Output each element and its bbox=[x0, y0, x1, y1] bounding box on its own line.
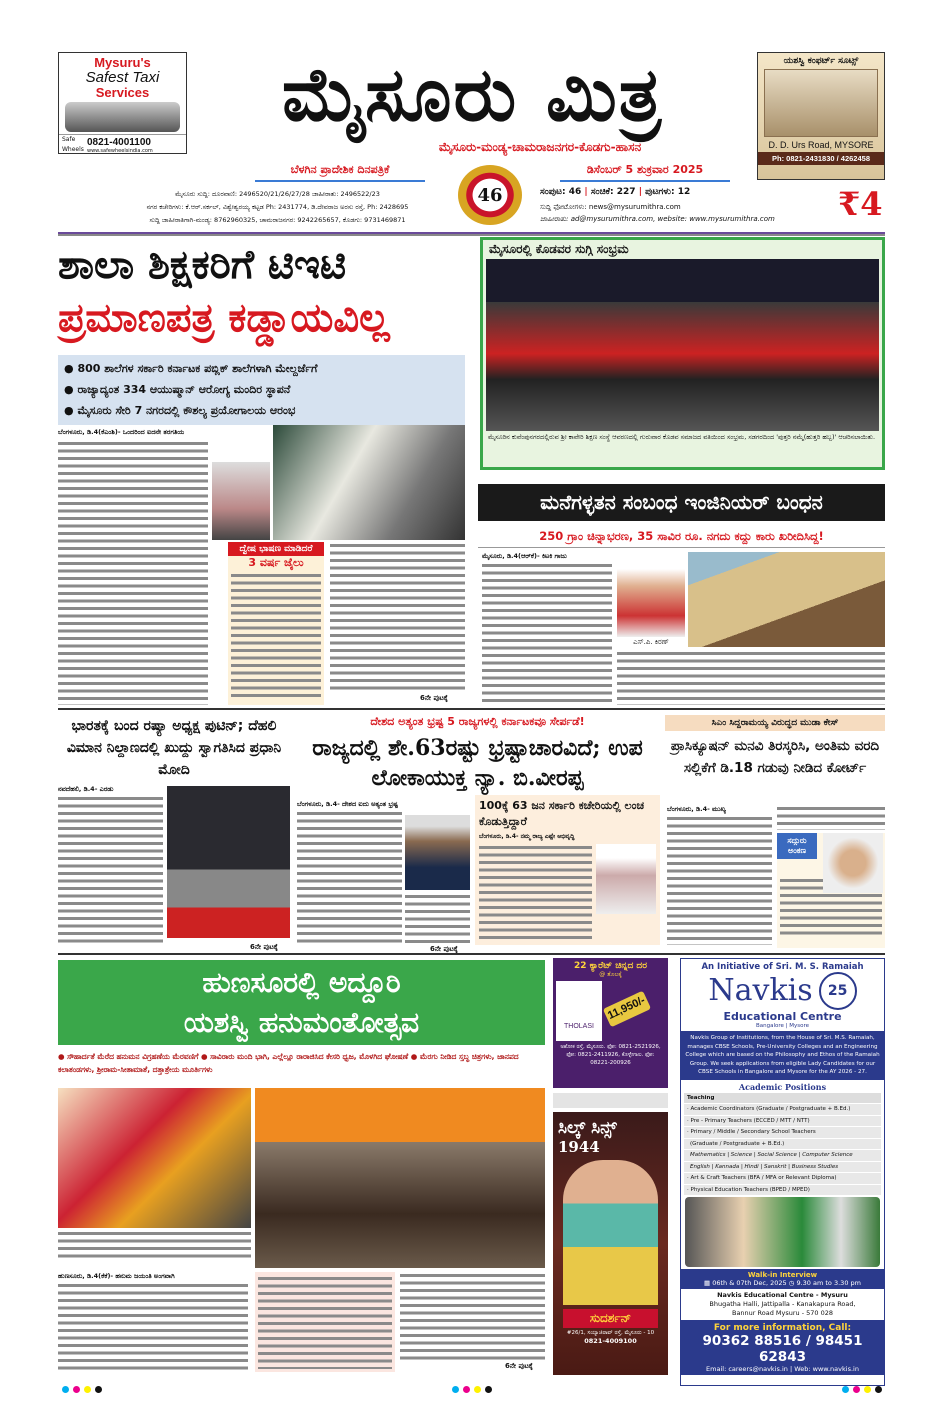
taxi-web: www.safewheelsindia.com bbox=[87, 147, 153, 154]
lead-dateline: ಬೆಂಗಳೂರು, ಡಿ.4(ಕೆಎಂಶಿ)- ಒಂದರಿಂದ ಐದನೇ ತರಗತಿಯ bbox=[58, 428, 185, 436]
venue-address: Bhugatha Halli, Jattipalla - Kanakapura Road, bbox=[709, 1300, 856, 1308]
putin-body bbox=[58, 795, 163, 945]
burglary-dateline: ಮೈಸೂರು, ಡಿ.4(ಆರ್‌ಕೆ)- ಕಿಟಕಿ ಗಾಜು bbox=[482, 552, 567, 560]
volume: ಸಂಪುಟ: 46 bbox=[540, 187, 582, 197]
page-count: ಪುಟಗಳು: 12 bbox=[645, 187, 691, 197]
corruption-body bbox=[297, 810, 402, 945]
bribe-box-title: 100ಕ್ಕೆ 63 ಜನ ಸರ್ಕಾರಿ ಕಚೇರಿಯಲ್ಲಿ ಲಂಚ ಕೊಡುತ್ತಿದ್ದಾರೆ bbox=[479, 799, 645, 828]
silk-year: 1944 bbox=[558, 1138, 600, 1156]
sadhguru-photo bbox=[823, 833, 883, 893]
info-label: For more information, Call: bbox=[713, 1323, 852, 1333]
registration-marks-right bbox=[842, 1378, 886, 1397]
hunsur-body-3 bbox=[400, 1272, 545, 1362]
muda-body-2 bbox=[777, 805, 885, 830]
hunsur-body-2 bbox=[255, 1272, 395, 1372]
navkis-ad[interactable] bbox=[680, 958, 885, 1386]
muda-headline: ಪ್ರಾಸಿಕ್ಯೂಷನ್ ಮನವಿ ತಿರಸ್ಕರಿಸಿ, ಅಂತಿಮ ವರದಿ ಸಲ್ಲಿಕೆಗೆ ಡಿ.18 ಗಡುವು ನೀಡಿದ ಕೋರ್ಟ್ bbox=[670, 738, 880, 776]
ad-email: ಜಾಹೀರಾತು: ad@mysurumithra.com, website: www.mysurumithra.com bbox=[540, 215, 775, 223]
hunsur-procession-photo bbox=[255, 1088, 545, 1268]
putin-dateline: ನವದೆಹಲಿ, ಡಿ.4- ಎರಡು bbox=[58, 785, 114, 793]
bribe-box-dateline: ಬೆಂಗಳೂರು, ಡಿ.4- ನಮ್ಮ ರಾಜ್ಯ ಎಷ್ಟೇ ಅಭಿವೃದ್ಧಿ bbox=[479, 833, 575, 840]
hunsur-photo-1 bbox=[58, 1088, 251, 1228]
contact-line: ಮೈಸೂರು ಸುದ್ದಿ: ದೂರವಾಣಿ: 2496520/21/26/27/28 ಜಾಹೀರಾತು: 2496522/23 bbox=[175, 190, 380, 198]
tholasi-logo: THOLASI bbox=[556, 981, 602, 1041]
burglary-body-2 bbox=[617, 650, 885, 705]
position-item: · Art & Craft Teachers (BFA / MFA or Relevant Diploma) bbox=[684, 1173, 881, 1184]
suspect-photo bbox=[617, 552, 685, 637]
official-photo bbox=[596, 844, 656, 914]
registration-marks-center bbox=[452, 1378, 496, 1397]
sidebox-subtitle: 3 ವರ್ಷ ಜೈಲು bbox=[248, 556, 304, 569]
yashasvi-title: ಯಶಸ್ವಿ ಕಂಫರ್ಟ್ ಸೂಟ್ಸ್ bbox=[783, 56, 859, 66]
position-item: · Physical Education Teachers (BPED / MPED) bbox=[684, 1185, 881, 1196]
sidebox-title: ದ್ವೇಷ ಭಾಷಣ ಮಾಡಿದರೆ bbox=[228, 542, 324, 556]
position-item: (Graduate / Postgraduate + B.Ed.) bbox=[684, 1139, 881, 1150]
putin-headline: ಭಾರತಕ್ಕೆ ಬಂದ ರಷ್ಯಾ ಅಧ್ಯಕ್ಷ ಪುಟಿನ್; ದೆಹಲಿ ವಿಮಾನ ನಿಲ್ದಾಣದಲ್ಲಿ ಖುದ್ದು ಸ್ವಾಗತಿಸಿದ ಪ್ರಧಾನಿ ಮೋದಿ bbox=[66, 718, 282, 778]
registration-marks-left bbox=[62, 1378, 106, 1397]
tholasi-title: 22 ಕ್ಯಾರೆಟ್ ಚಿನ್ನದ ದರ bbox=[574, 961, 647, 971]
hate-speech-box bbox=[228, 542, 324, 705]
position-item: · Pre - Primary Teachers (ECCED / MTT / NTT) bbox=[684, 1116, 881, 1127]
taxi-brand: Safe Wheels bbox=[62, 136, 84, 153]
lead-body bbox=[58, 440, 208, 705]
contact-line: ನಗರ ಕಚೇರಿಗಳು: ಕೆ.ಆರ್.ಸರ್ಕಲ್, ವಿಶ್ವೇಶ್ವರಯ್ಯ ಕಟ್ಟಡ Ph: 2431774, ಡಿ.ದೇವರಾಜ ಅರಸು ರಸ್ತೆ, Ph: 2428695 bbox=[146, 203, 409, 211]
position-item: English | Kannada | Hindi | Sanskrit | Business Studies bbox=[684, 1162, 881, 1173]
taxi-ad-line2: Safest Taxi bbox=[85, 69, 160, 86]
silk-title: ಸಿಲ್ಕ್ ಸಿನ್ಸ್ bbox=[558, 1118, 617, 1138]
anniversary-number: 46 bbox=[477, 184, 503, 206]
hotel-image bbox=[764, 69, 878, 137]
contact-line: ಸುದ್ದಿ ಜಾಹೀರಾತಿಗಾಗಿ-ಮಂಡ್ಯ: 8762960325, ಚಾಮರಾಜನಗರ: 9242265657, ಕೊಡಗು: 9731469871 bbox=[149, 216, 406, 224]
kodava-title: ಮೈಸೂರಲ್ಲಿ ಕೊಡವರ ಸುಗ್ಗಿ ಸಂಭ್ರಮ bbox=[489, 242, 629, 256]
sadhguru-column-title: ಸದ್ಗುರು ಅಂಕಣ bbox=[777, 833, 817, 859]
corruption-continued: 6ನೇ ಪುಟಕ್ಕೆ bbox=[430, 945, 458, 953]
walkin-date: 06th & 07th Dec, 2025 bbox=[712, 1279, 787, 1287]
kodava-box bbox=[480, 237, 885, 470]
muda-kicker: ಸಿಎಂ ಸಿದ್ದರಾಮಯ್ಯ ವಿರುದ್ಧದ ಮುಡಾ ಕೇಸ್ bbox=[665, 715, 885, 731]
burglary-headline: ಮನೆಗಳ್ಳತನ ಸಂಬಂಧ ಇಂಜಿನಿಯರ್ ಬಂಧನ bbox=[478, 484, 885, 521]
issue-info: ಸಂಪುಟ: 46 | ಸಂಚಿಕೆ: 227 | ಪುಟಗಳು: 12 bbox=[540, 187, 691, 197]
ad-spacer bbox=[553, 1093, 668, 1108]
lead-body-col2 bbox=[330, 542, 465, 694]
position-item: · Academic Coordinators (Graduate / Postgraduate + B.Ed.) bbox=[684, 1104, 881, 1115]
yashasvi-phone: Ph: 0821-2431830 / 4262458 bbox=[758, 152, 884, 165]
venue-address: Bannur Road Mysuru - 570 028 bbox=[731, 1309, 834, 1317]
anniversary-badge bbox=[458, 165, 522, 225]
classroom-photo bbox=[273, 425, 465, 540]
bribe-box bbox=[475, 795, 660, 945]
date: ಡಿಸೆಂಬರ್ 5 ಶುಕ್ರವಾರ 2025 bbox=[560, 163, 730, 182]
navkis-initiative: An Initiative of Sri. M. S. Ramaiah bbox=[701, 962, 864, 972]
lokayukta-photo bbox=[405, 815, 470, 890]
kodava-photo bbox=[486, 259, 879, 431]
lead-bullets bbox=[58, 355, 465, 425]
navkis-25-emblem: 25 bbox=[819, 972, 857, 1010]
burglary-subhead: 250 ಗ್ರಾಂ ಚಿನ್ನಾಭರಣ, 35 ಸಾವಿರ ರೂ. ನಗದು ಕದ್ದು ಕಾರು ಖರೀದಿಸಿದ್ದ! bbox=[478, 525, 885, 548]
position-item: · Primary / Middle / Secondary School Teachers bbox=[684, 1127, 881, 1138]
navkis-teaching: Teaching bbox=[684, 1093, 881, 1104]
hunsur-headline bbox=[58, 960, 545, 1045]
muda-body bbox=[667, 815, 772, 945]
sadhguru-box bbox=[777, 833, 885, 948]
walkin-title: Walk-in Interview bbox=[747, 1271, 818, 1279]
putin-modi-photo bbox=[167, 786, 290, 938]
hunsur-body bbox=[58, 1282, 248, 1372]
house-photo bbox=[688, 552, 885, 647]
position-item: Mathematics | Science | Social Science | Computer Science bbox=[684, 1150, 881, 1161]
tholasi-unit: @ ತೊಲಕ್ಕೆ bbox=[599, 971, 622, 978]
navkis-contact: Email: careers@navkis.in | Web: www.navkis.in bbox=[706, 1365, 859, 1373]
venue-name: Navkis Educational Centre - Mysuru bbox=[717, 1291, 848, 1299]
gold-price-tag: 11,950/- bbox=[603, 991, 651, 1028]
corruption-dateline: ಬೆಂಗಳೂರು, ಡಿ.4- ದೇಶದ ಐದು ಅತ್ಯಂತ ಭ್ರಷ್ಟ bbox=[297, 800, 398, 808]
silk-phone: 0821-4009100 bbox=[584, 1337, 637, 1345]
hunsur-bullets: ● ಸೌಹಾರ್ದತೆ ಮೆರೆದ ಹನುಮನ ವಿಗ್ರಹಣೆಯ ಮೆರವಣಿಗೆ ● ಸಾವಿರಾರು ಮಂದಿ ಭಾಗಿ, ಎಲ್ಲೆಲ್ಲೂ ರಾರಾಜಿಸಿದ ಕೇಸರಿ ಧ್ವಜ, ಮೊಳಗಿದ ಘೋಷಣೆ ● ಮೆರಗು ನೀಡಿದ ಸ್ತಬ್ಧ ಚಿತ್ರಗಳು, ಜಾನಪದ ಕಲಾತಂಡಗಳು, ಶ್ರೀರಾಮ-ಸೀತಾಮಾತೆ, ದತ್ತಾತ್ರೇಯ ಮೂರ್ತಿಗಳು bbox=[58, 1052, 519, 1074]
students-photo bbox=[685, 1197, 880, 1267]
bullet: ● ರಾಜ್ಯಾದ್ಯಂತ 334 ಆಯುಷ್ಮಾನ್ ಆರೋಗ್ಯ ಮಂದಿರ ಸ್ಥಾಪನೆ bbox=[64, 383, 291, 396]
silk-sins-ad[interactable] bbox=[553, 1112, 668, 1375]
section-rule bbox=[58, 708, 885, 710]
suspect-caption: ಎಸ್.ಪಿ. ಕಿರಣ್ bbox=[633, 638, 669, 646]
news-email: ಸುದ್ದಿ ಫೋಟೋಗಳು: news@mysurumithra.com bbox=[540, 203, 681, 211]
calendar-icon: ▦ bbox=[704, 1279, 711, 1287]
regions: ಮೈಸೂರು-ಮಂಡ್ಯ-ಚಾಮರಾಜನಗರ-ಕೊಡಗು-ಹಾಸನ bbox=[438, 140, 642, 154]
yashasvi-address: D. D. Urs Road, MYSORE bbox=[768, 140, 874, 150]
tholasi-address: ಅಶೋಕ ರಸ್ತೆ, ಮೈಸೂರು. ಫೋ: 0821-2521926, ಫೋ: 0821-2411926, ಕೊಳ್ಳೇಗಾಲ. ಫೋ: 08221-200926 bbox=[560, 1044, 661, 1066]
kodava-caption: ಮೈಸೂರಿನ ಕುವೆಂಪುನಗರದಲ್ಲಿರುವ ಶ್ರೀ ಕಾವೇರಿ ಶಿಕ್ಷಣ ಸಂಸ್ಥೆ ಆವರಣದಲ್ಲಿ ಗುರುವಾರ ಕೊಡವ ಸಮಾಜದ ವತಿಯಿಂದ ಸಂಭ್ರಮ, ಸಡಗರದಿಂದ 'ಪುತ್ತರಿ ನಮ್ಮೆ(ಹುತ್ತರಿ ಹಬ್ಬ)' ಆಚರಿಸಲಾಯಿತು. bbox=[488, 433, 876, 441]
lead-continued: 6ನೇ ಪುಟಕ್ಕೆ bbox=[420, 694, 448, 702]
corruption-kicker: ದೇಶದ ಅತ್ಯಂತ ಭ್ರಷ್ಟ 5 ರಾಜ್ಯಗಳಲ್ಲಿ ಕರ್ನಾಟಕವೂ ಸೇರ್ಪಡೆ! bbox=[370, 715, 585, 728]
yashasvi-ad[interactable] bbox=[757, 52, 885, 180]
masthead: ಮೈಸೂರು ಮಿತ್ರ bbox=[281, 52, 664, 138]
navkis-subtitle: Educational Centre bbox=[723, 1010, 842, 1023]
navkis-phones: 90362 88516 / 98451 62843 bbox=[702, 1333, 863, 1365]
silk-address: #26/1, ಸಯ್ಯಾಜಿರಾವ್ ರಸ್ತೆ, ಮೈಸೂರು - 10 bbox=[566, 1330, 655, 1336]
tagline: ಬೆಳಗಿನ ಪ್ರಾದೇಶಿಕ ದಿನಪತ್ರಿಕೆ bbox=[255, 163, 425, 182]
section-rule bbox=[58, 953, 885, 955]
navkis-positions-title: Academic Positions bbox=[738, 1081, 827, 1092]
navkis-intro: Navkis Group of Institutions, from the House of Sri. M.S. Ramaiah, manages CBSE Schools, Pre-University Colleges and an Engineering College which are based on the Philosophy and Ethos of the Ramaiah Group. We seek applications from eligible Lady Candidates for our CBSE Schools in Bangalore and Mysore for the AY 2026 - 27. bbox=[681, 1031, 884, 1080]
navkis-cities: Bangalore | Mysore bbox=[755, 1023, 809, 1029]
hunsur-dateline: ಹುಣಸೂರು, ಡಿ.4(ಕೆಕೆ)- ಹನುಮ ಜಯಂತಿ ಅಂಗವಾಗಿ bbox=[58, 1272, 175, 1280]
hunsur-continued: 6ನೇ ಪುಟಕ್ಕೆ bbox=[505, 1362, 533, 1370]
navkis-brand: Navkis bbox=[708, 973, 813, 1008]
burglary-body bbox=[482, 562, 612, 704]
tholasi-ad[interactable] bbox=[553, 958, 668, 1088]
walkin-time: 9.30 am to 3.30 pm bbox=[796, 1279, 861, 1287]
bullet: ● 800 ಶಾಲೆಗಳ ಸರ್ಕಾರಿ ಕರ್ನಾಟಕ ಪಬ್ಲಿಕ್ ಶಾಲೆಗಳಾಗಿ ಮೇಲ್ದರ್ಜೆಗೆ bbox=[64, 362, 318, 375]
corruption-body-2 bbox=[405, 893, 470, 943]
taxi-ad-line1: Mysuru's bbox=[94, 55, 151, 70]
lead-headline-2: ಪ್ರಮಾಣಪತ್ರ ಕಡ್ಡಾಯವಿಲ್ಲ bbox=[58, 294, 390, 341]
cm-photo bbox=[212, 462, 270, 540]
hunsur-headline-2: ಯಶಸ್ವಿ ಹನುಮಂತೋತ್ಸವ bbox=[183, 1006, 420, 1039]
taxi-phone: 0821-4001100 bbox=[87, 136, 151, 148]
model-image bbox=[563, 1160, 658, 1305]
taxi-ad-line3: Services bbox=[95, 85, 150, 100]
header-rule bbox=[58, 232, 885, 236]
lead-headline-1: ಶಾಲಾ ಶಿಕ್ಷಕರಿಗೆ ಟಿಇಟಿ bbox=[58, 241, 347, 288]
clock-icon: ◷ bbox=[788, 1279, 795, 1287]
price: ₹4 bbox=[838, 185, 883, 223]
bullet: ● ಮೈಸೂರು ಸೇರಿ 7 ನಗರದಲ್ಲಿ ಕೌಶಲ್ಯ ಪ್ರಯೋಗಾಲಯ ಆರಂಭ bbox=[64, 404, 296, 417]
silk-brand: ಸುದರ್ಶನ್ bbox=[563, 1309, 658, 1328]
contact-info bbox=[110, 188, 445, 227]
hunsur-headline-1: ಹುಣಸೂರಲ್ಲಿ ಅದ್ದೂರಿ bbox=[202, 966, 401, 999]
corruption-headline: ರಾಜ್ಯದಲ್ಲಿ ಶೇ.63ರಷ್ಟು ಭ್ರಷ್ಟಾಚಾರವಿದೆ; ಉಪ ಲೋಕಾಯುಕ್ತ ನ್ಯಾ. ಬಿ.ವೀರಪ್ಪ bbox=[312, 735, 643, 791]
issue-number: ಸಂಚಿಕೆ: 227 bbox=[590, 187, 636, 197]
hunsur-photo-caption bbox=[58, 1230, 251, 1260]
putin-continued: 6ನೇ ಪುಟಕ್ಕೆ bbox=[250, 943, 278, 951]
muda-dateline: ಬೆಂಗಳೂರು, ಡಿ.4- ಮುಖ್ಯ bbox=[667, 805, 726, 813]
taxi-cars-image bbox=[65, 102, 180, 132]
taxi-ad[interactable] bbox=[58, 52, 187, 154]
